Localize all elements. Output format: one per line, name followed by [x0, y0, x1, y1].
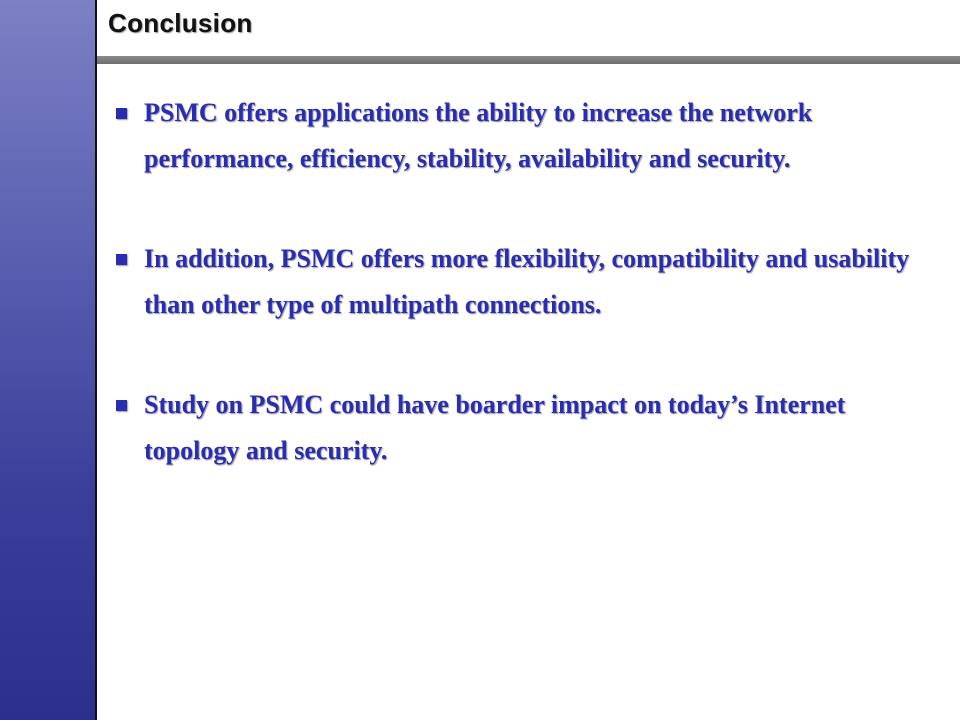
- sidebar-gradient-bar: [0, 0, 95, 720]
- bullet-list: [116, 90, 936, 474]
- bullet-text: PSMC offers applications the ability to increase the network performance, efficiency, stability, availability and security.: [144, 98, 813, 173]
- bullet-item: [116, 236, 936, 328]
- bullet-text: Study on PSMC could have boarder impact on today’s Internet topology and security.: [144, 390, 846, 465]
- bullet-text: In addition, PSMC offers more flexibility, compatibility and usability than other type of multipath connections.: [144, 244, 910, 319]
- square-bullet-icon: [116, 254, 127, 265]
- square-bullet-icon: [116, 400, 127, 411]
- slide-title: Conclusion: [108, 8, 253, 38]
- bullet-item: [116, 90, 936, 182]
- bullet-item: [116, 382, 936, 474]
- title-rule: [97, 56, 960, 64]
- square-bullet-icon: [116, 108, 127, 119]
- sidebar-divider: [95, 0, 97, 720]
